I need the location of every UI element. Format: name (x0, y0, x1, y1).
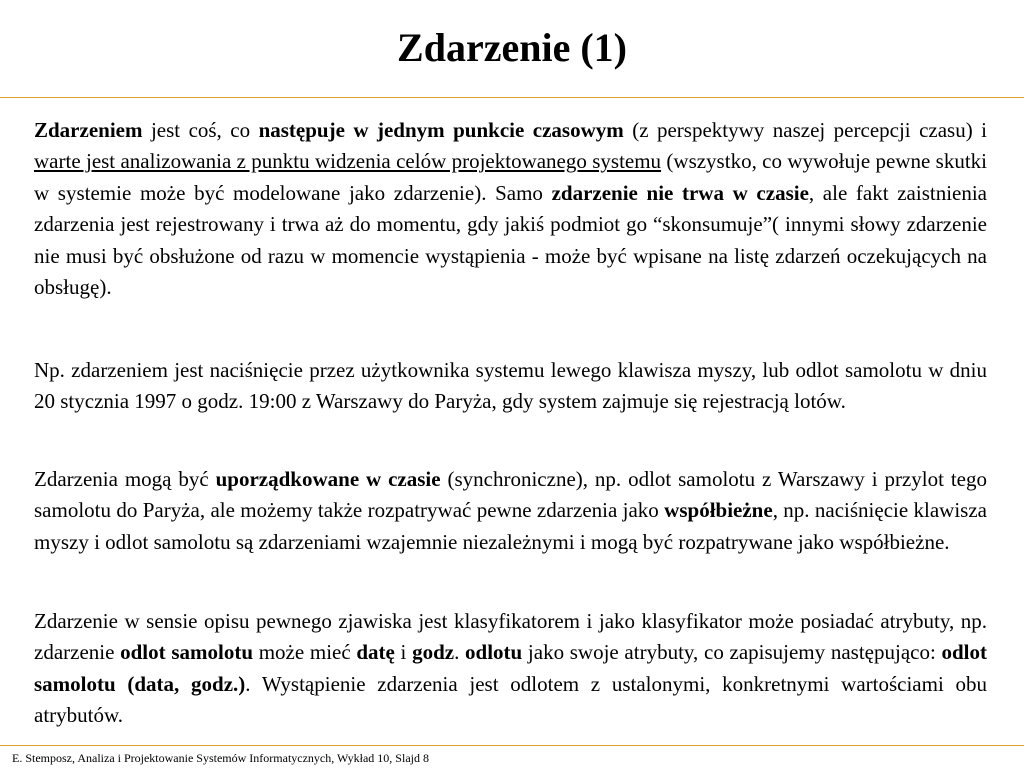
emphasis-odlot-samolotu: odlot samolotu (120, 640, 253, 665)
emphasis-no-duration: zdarzenie nie trwa w czasie (551, 180, 809, 205)
text-segment: , ale fakt zaistnienia zdarzenia jest rejestrowany i trwa aż do momentu, gdy jakiś podmiot go “skonsumuje”( innymi słowy zdarzenie nie musi być obsłużone od razu w momencie wystąpienia - może być wpisane na listę zdarzeń oczekujących na obsługę). (34, 180, 988, 300)
text-segment: Np. zdarzeniem jest naciśnięcie przez użytkownika systemu lewego klawisza myszy, lub odlot samolotu w dniu 20 stycznia 1997 o godz. 19:00 z Warszawy do Paryża, gdy system zajmuje się rejestracją lotów. (34, 358, 987, 414)
paragraph-attributes (34, 606, 987, 732)
underlined-phrase: warte jest analizowania z punktu widzenia celów projektowanego systemu (34, 149, 662, 174)
emphasis-odlotu: odlotu (465, 640, 523, 665)
bottom-divider (0, 745, 1024, 746)
term-zdarzeniem: Zdarzeniem (34, 118, 143, 142)
text-segment: Zdarzenie w sensie opisu pewnego zjawiska jest klasyfikatorem i jako klasyfikator może posiadać atrybuty, np. zdarzenie (34, 609, 987, 665)
text-segment: jest coś, co (142, 118, 259, 142)
slide-title: Zdarzenie (1) (397, 25, 627, 70)
text-segment: (z perspektywy naszej percepcji czasu) i (623, 118, 988, 142)
emphasis-signature: odlot samolotu (data, godz.) (34, 640, 987, 696)
text-segment: . Wystąpienie zdarzenia jest odlotem z ustalonymi, konkretnymi wartościami obu atrybutów. (34, 671, 987, 728)
slide-footer: E. Stemposz, Analiza i Projektowanie Systemów Informatycznych, Wykład 10, Slajd 8 (12, 751, 429, 765)
paragraph-ordering (34, 464, 987, 558)
paragraph-definition (34, 115, 987, 303)
paragraph-example (34, 355, 987, 418)
emphasis-hour: godz (412, 640, 455, 665)
text-segment: i (394, 640, 413, 665)
emphasis-ordered-in-time: uporządkowane w czasie (215, 467, 441, 491)
text-segment: (wszystko, co wywołuje pewne skutki w systemie może być modelowane jako zdarzenie). Samo (34, 149, 987, 205)
text-segment: może mieć (253, 640, 357, 665)
text-segment: jako swoje atrybuty, co zapisujemy następująco: (522, 640, 942, 665)
text-segment: , np. naciśnięcie klawisza myszy i odlot samolotu są zdarzeniami wzajemnie niezależnymi i mogą być rozpatrywane jako współbieżne. (34, 498, 987, 554)
text-segment: . (454, 640, 466, 665)
emphasis-concurrent: współbieżne (664, 498, 773, 523)
emphasis-point-in-time: następuje w jednym punkcie czasowym (258, 118, 624, 142)
top-divider (0, 97, 1024, 98)
text-segment: Zdarzenia mogą być (34, 467, 216, 491)
emphasis-date: datę (356, 640, 395, 665)
text-segment: (synchroniczne), np. odlot samolotu z Warszawy i przylot tego samolotu do Paryża, ale możemy także rozpatrywać pewne zdarzenia jako (34, 467, 987, 523)
